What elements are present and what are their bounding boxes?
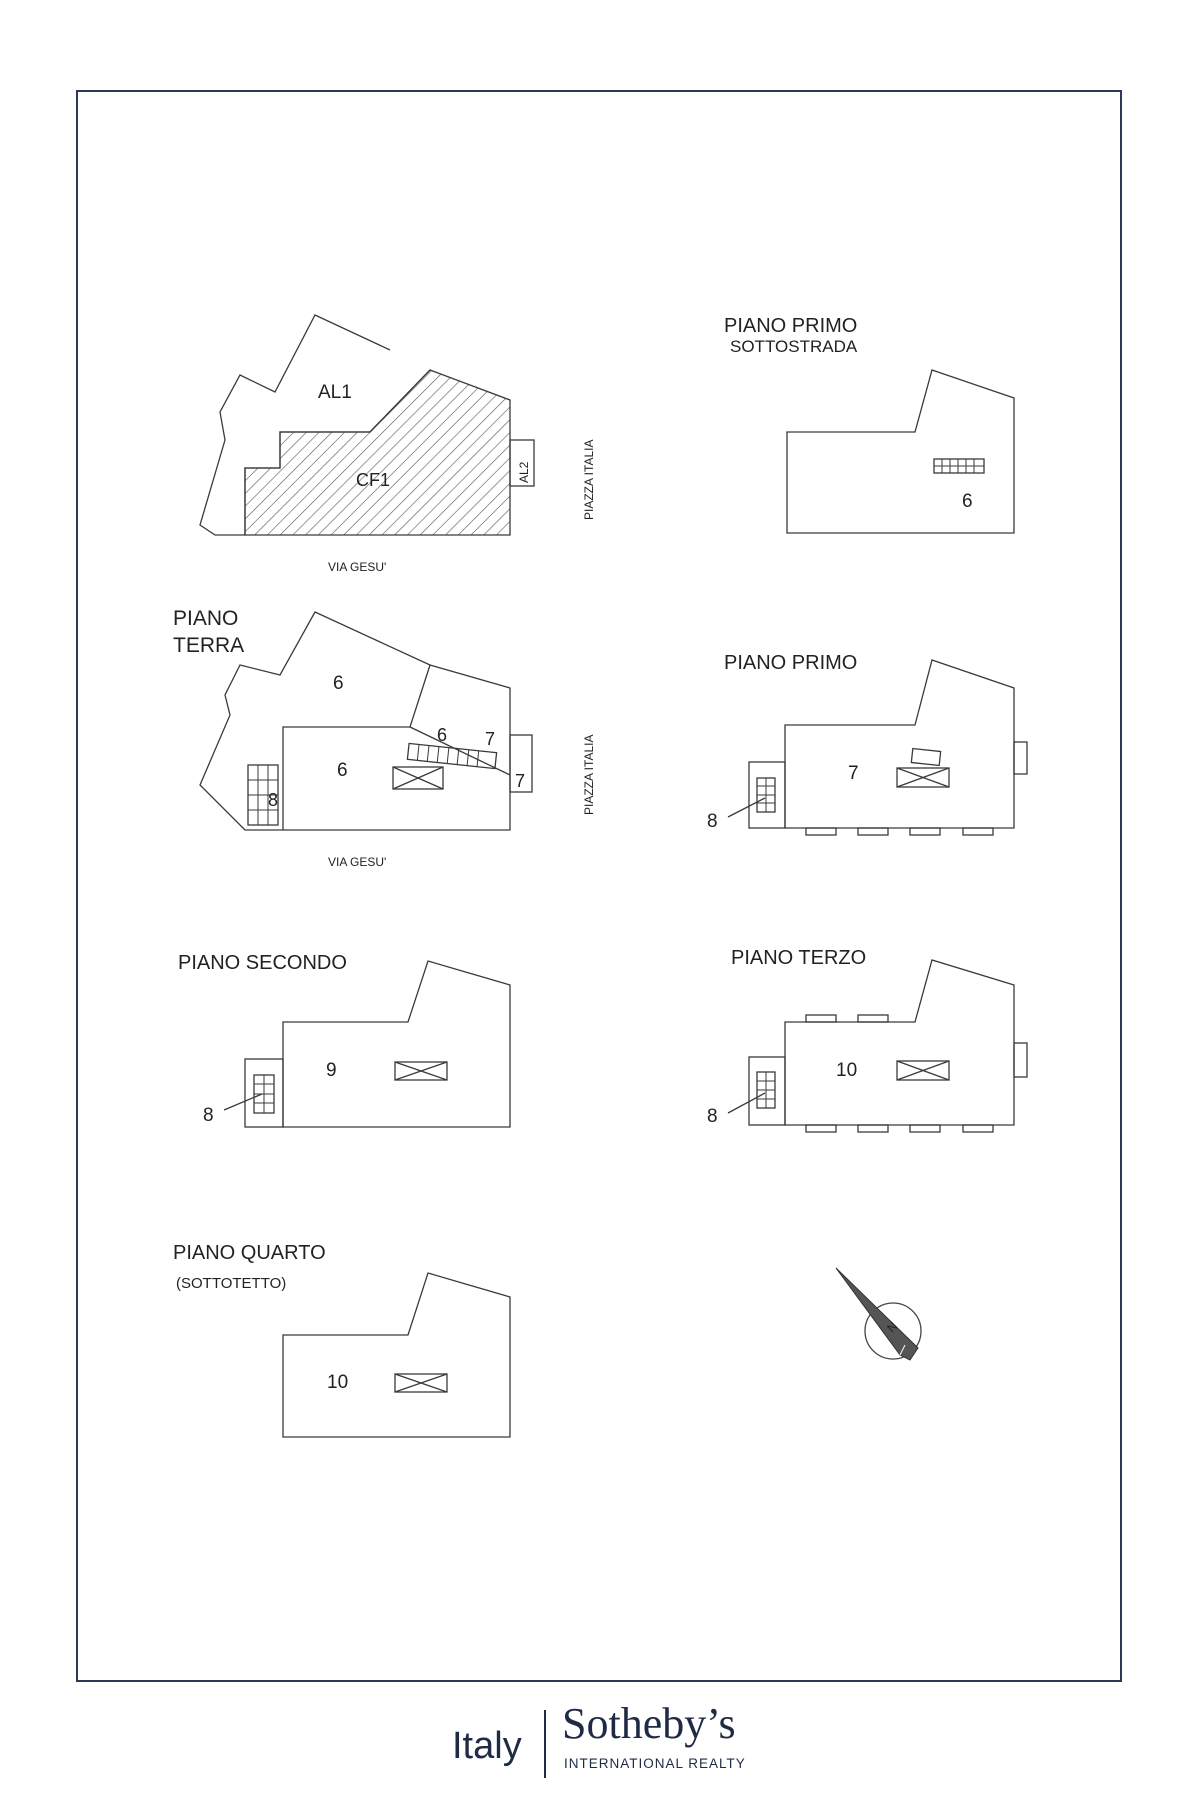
secondo-unit-9: 9 — [326, 1060, 337, 1081]
piano-terzo-title: PIANO TERZO — [731, 947, 867, 969]
outline-sottostrada — [787, 370, 1014, 533]
terra-unit-8: 8 — [268, 790, 279, 810]
site-plan — [200, 315, 596, 574]
north-label: N — [884, 1319, 901, 1336]
cf1-label: CF1 — [356, 470, 391, 490]
via-gesu-label: VIA GESU' — [328, 560, 387, 574]
inner-wall-terra — [283, 665, 430, 830]
plan-piano-terra — [173, 607, 596, 869]
terzo-unit-10: 10 — [836, 1060, 858, 1081]
piazza-italia-label-2: PIAZZA ITALIA — [582, 734, 596, 815]
piano-terra-title-2: TERRA — [173, 634, 245, 657]
outline-piano-terra — [200, 612, 510, 830]
plan-piano-secondo — [178, 952, 510, 1127]
terra-unit-7b: 7 — [515, 771, 526, 791]
piazza-italia-label: PIAZZA ITALIA — [582, 439, 596, 520]
plan-piano-primo-sottostrada — [724, 315, 1014, 533]
piano-secondo-title: PIANO SECONDO — [178, 952, 347, 974]
primo-unit-7: 7 — [848, 763, 859, 784]
terra-unit-6c: 6 — [437, 725, 448, 745]
plan-piano-terzo — [707, 947, 1027, 1132]
piano-quarto-subtitle: (SOTTOTETTO) — [176, 1275, 287, 1292]
outline-piano-primo — [785, 660, 1014, 828]
piano-primo-sottostrada-title: PIANO PRIMO — [724, 315, 858, 337]
outline-piano-quarto — [283, 1273, 510, 1437]
terra-unit-6b: 6 — [337, 760, 348, 781]
cf1-area — [245, 370, 510, 535]
outline-piano-secondo — [283, 961, 510, 1127]
terzo-unit-8: 8 — [707, 1106, 718, 1127]
terra-unit-6a: 6 — [333, 673, 344, 694]
unit-6-label: 6 — [962, 491, 973, 512]
brand-divider — [544, 1710, 546, 1778]
brand-subtitle: INTERNATIONAL REALTY — [564, 1756, 746, 1771]
piano-primo-sottostrada-subtitle: SOTTOSTRADA — [730, 337, 858, 356]
outline-piano-terzo — [785, 960, 1014, 1125]
brand-name: Sotheby’s — [562, 1699, 736, 1748]
terra-unit-7a: 7 — [485, 729, 496, 749]
via-gesu-label-2: VIA GESU' — [328, 855, 387, 869]
primo-unit-8: 8 — [707, 811, 718, 832]
secondo-unit-8: 8 — [203, 1105, 214, 1126]
north-arrow-icon — [836, 1268, 921, 1360]
brand-region: Italy — [452, 1725, 522, 1767]
quarto-unit-10: 10 — [327, 1372, 349, 1393]
plan-piano-quarto — [173, 1242, 510, 1437]
plan-piano-primo — [707, 652, 1027, 835]
al1-label: AL1 — [318, 382, 352, 403]
piano-terra-title-1: PIANO — [173, 607, 239, 630]
al2-label: AL2 — [517, 461, 531, 483]
piano-quarto-title: PIANO QUARTO — [173, 1242, 326, 1264]
piano-primo-title: PIANO PRIMO — [724, 652, 858, 674]
